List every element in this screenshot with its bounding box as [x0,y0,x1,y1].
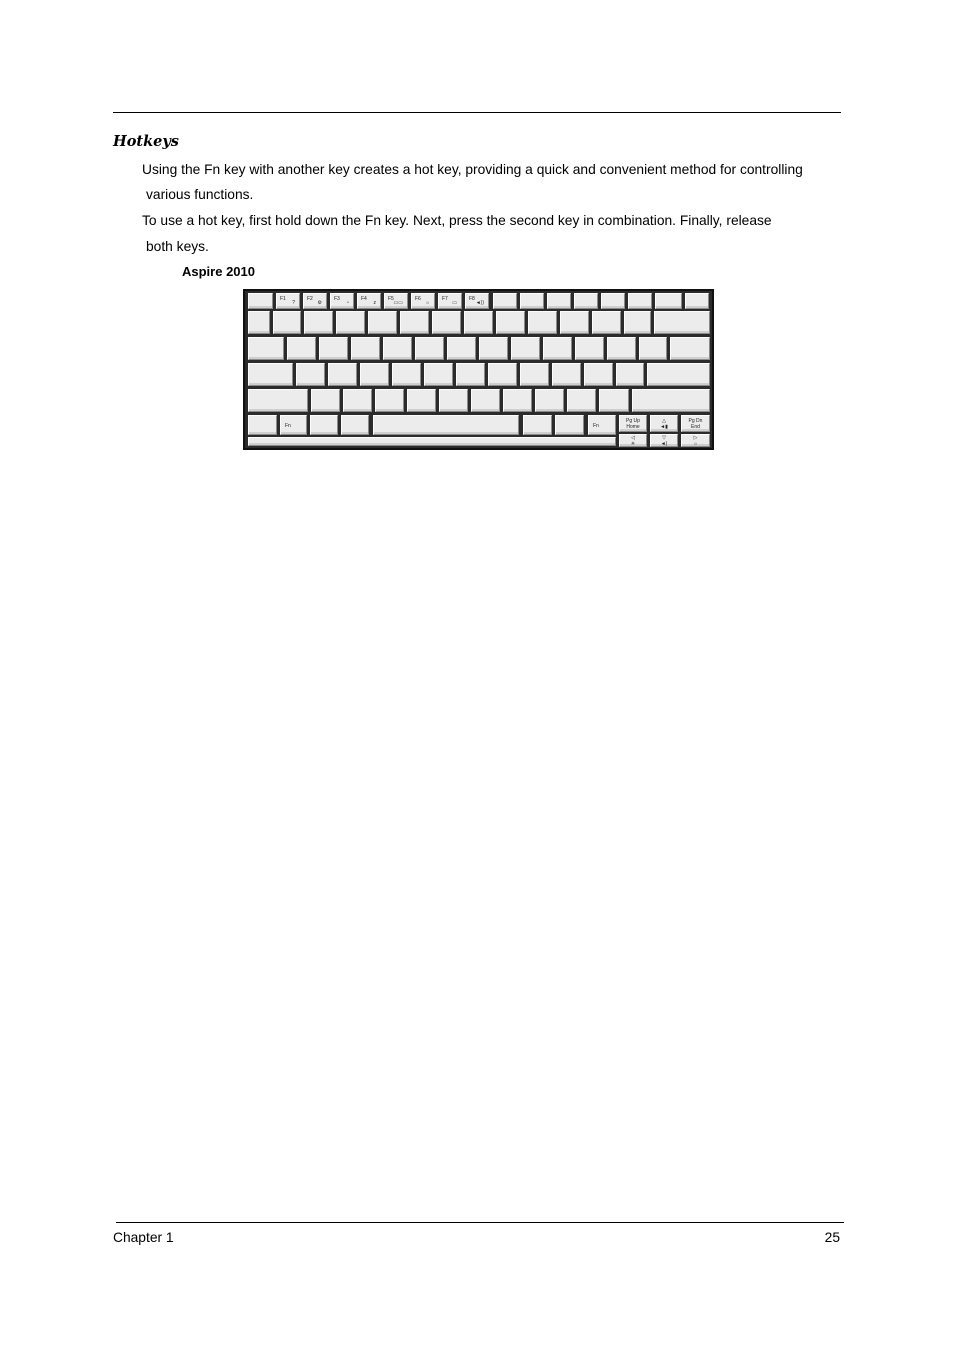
key-shift-right [632,389,710,412]
key-0 [560,311,589,334]
key-backspace [654,311,710,334]
key-fn-right-label: Fn [593,423,599,429]
key-f6 [411,293,435,309]
section-heading: Hotkeys [113,133,179,150]
key-f11 [547,293,571,309]
key-j [488,363,517,386]
key-semicolon [584,363,613,386]
keyboard-diagram [243,289,714,450]
key-l [552,363,581,386]
key-8 [496,311,525,334]
key-h [456,363,485,386]
key-fn-left-label: Fn [285,423,291,429]
key-x [343,389,372,412]
key-1 [273,311,301,334]
key-d [360,363,389,386]
key-home-label: Home [626,424,640,430]
key-pgdn-label: Pg Dn [688,418,703,424]
key-6 [432,311,461,334]
key-up-arrow [650,415,678,432]
brightness-up-icon: ☼ [693,441,698,447]
key-f1-label: F1 [280,296,286,302]
key-menu [555,415,584,435]
right-arrow-icon: ▷ [693,435,698,441]
key-end-label: End [691,424,700,430]
key-ctrl-left [248,415,277,435]
key-f7 [438,293,462,309]
footer-rule [116,1222,844,1223]
key-prtsc [628,293,652,309]
key-fn-left [280,415,307,435]
key-u [479,337,508,360]
key-pgup-label: Pg Up [626,418,640,424]
key-f [392,363,421,386]
key-f2-label: F2 [307,296,313,302]
key-3 [336,311,365,334]
header-rule [113,112,841,113]
key-f9 [493,293,517,309]
key-comma [535,389,564,412]
key-w [319,337,348,360]
key-f7-label: F7 [442,296,448,302]
key-f7-sub: ▭ [452,300,457,306]
key-shift-left [248,389,308,412]
key-a [296,363,325,386]
key-2 [304,311,333,334]
key-f5-label: F5 [388,296,394,302]
key-f6-label: F6 [415,296,421,302]
key-f3-sub: ◔ [345,300,349,306]
key-t [415,337,444,360]
brightness-down-icon: ☀ [630,441,636,447]
left-arrow-icon: ◁ [631,435,635,441]
key-f10 [520,293,544,309]
key-bracket-left [607,337,636,360]
key-s [328,363,357,386]
key-fn-right [588,415,616,435]
key-f2 [303,293,327,309]
key-tab [248,337,284,360]
key-bracket-right [639,337,667,360]
footer-chapter: Chapter 1 [113,1230,174,1245]
key-v [407,389,436,412]
key-b [439,389,468,412]
figure-label: Aspire 2010 [182,264,255,279]
key-r [383,337,412,360]
key-period [567,389,596,412]
key-n [471,389,500,412]
key-f4-label: F4 [361,296,367,302]
key-down-arrow [650,434,678,447]
key-o [543,337,572,360]
paragraph-2-line-1: To use a hot key, first hold down the Fn key. Next, press the second key in combination. Finally, release [142,213,772,228]
key-insert [685,293,709,309]
key-z [311,389,340,412]
key-quote [616,363,644,386]
key-f5-sub: ▭▭ [393,300,403,306]
key-esc [248,293,273,309]
key-f12 [574,293,598,309]
paragraph-1-line-1: Using the Fn key with another key creates a hot key, providing a quick and convenient method for controlling [142,162,803,177]
key-minus [592,311,621,334]
key-7 [464,311,493,334]
key-f4-sub: z [373,300,376,306]
keyboard-palm-rest [248,437,616,446]
key-e [351,337,380,360]
key-p [575,337,604,360]
key-numlock [601,293,625,309]
key-pgdn-end [681,415,710,432]
key-pgup-home [619,415,647,432]
key-right-arrow [681,434,710,447]
key-enter [647,363,710,386]
key-f6-sub: ☼ [425,300,430,306]
key-f1-sub: ? [292,300,295,306]
key-k [520,363,549,386]
paragraph-1-line-2: various functions. [146,187,254,202]
key-5 [400,311,429,334]
key-alt-right [523,415,552,435]
key-windows-left [310,415,338,435]
key-y [447,337,476,360]
key-i [511,337,540,360]
key-alt-left [341,415,369,435]
key-c [375,389,404,412]
key-m [503,389,532,412]
key-4 [368,311,397,334]
key-slash [599,389,629,412]
key-f2-sub: ⚙ [317,300,322,306]
key-backslash [670,337,710,360]
key-pause [655,293,682,309]
key-9 [528,311,557,334]
key-f8-sub: ◄)) [475,300,484,306]
key-q [287,337,316,360]
key-f1 [276,293,300,309]
volume-down-icon: ◄) [660,441,668,447]
key-equals [624,311,651,334]
paragraph-2-line-2: both keys. [146,239,209,254]
key-capslock [248,363,293,386]
down-arrow-icon: ▽ [662,435,666,441]
footer-page-number: 25 [824,1230,840,1245]
key-space [373,415,519,435]
key-f3 [330,293,354,309]
key-f5 [384,293,408,309]
key-g [424,363,453,386]
key-f8 [465,293,489,309]
key-tilde [248,311,270,334]
key-left-arrow [619,434,647,447]
volume-mute-icon: ◄▮ [660,424,668,430]
key-f3-label: F3 [334,296,340,302]
key-f4 [357,293,381,309]
up-arrow-icon: △ [662,418,666,424]
key-f8-label: F8 [469,296,475,302]
